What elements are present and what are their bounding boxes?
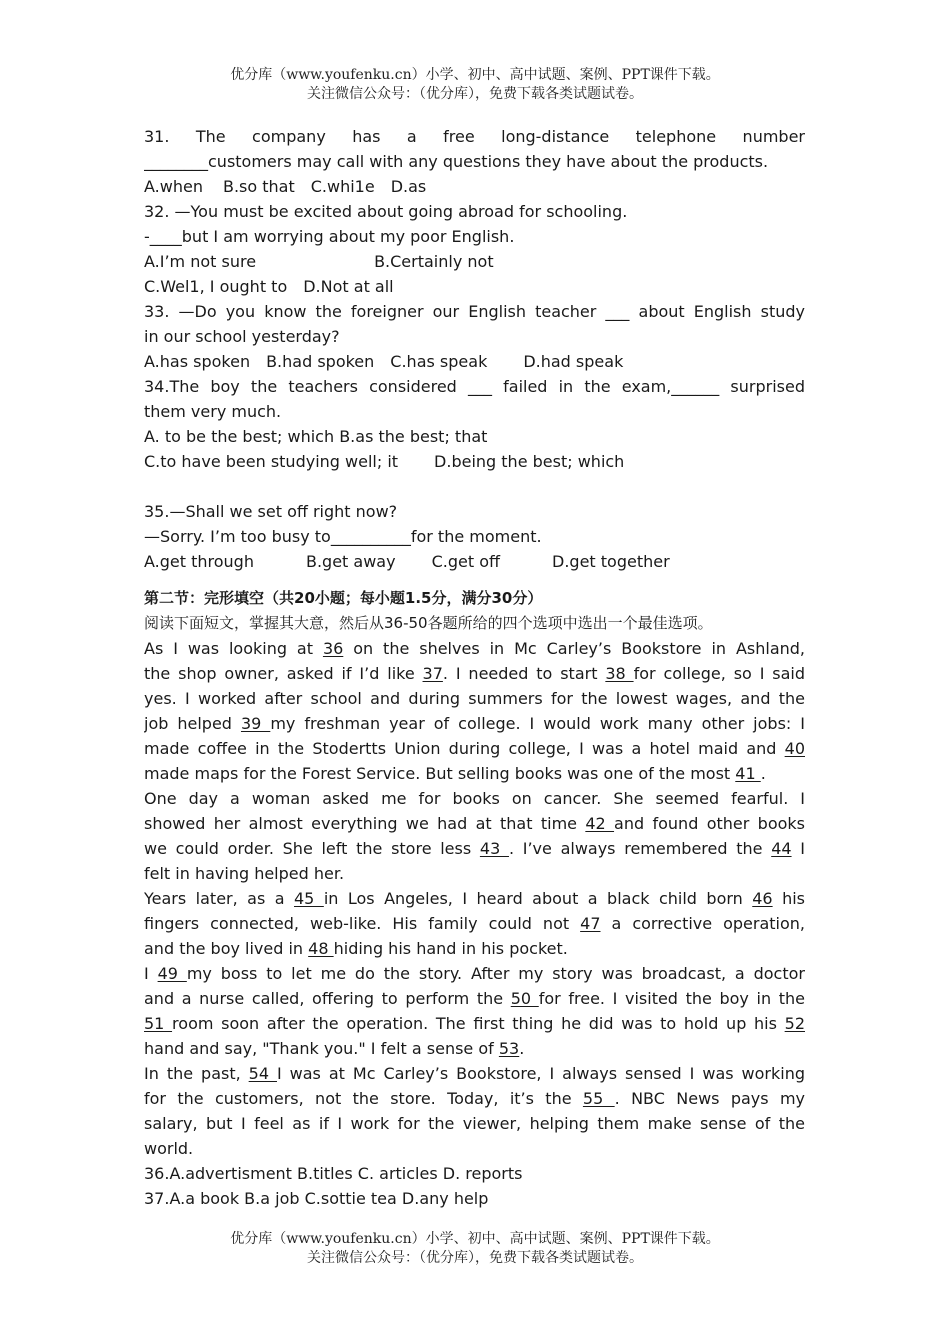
blank-46: 46 xyxy=(752,889,773,908)
passage-line: fingers connected, web-like. His family could not 47 a corrective operation, xyxy=(144,914,805,933)
passage-line: job helped 39 my freshman year of college. I would work many other jobs: I xyxy=(144,714,805,733)
option-b: B.so that xyxy=(222,177,295,196)
passage-line: As I was looking at 36 on the shelves in Mc Carley’s Bookstore in Ashland, xyxy=(144,639,805,658)
passage-line: 51 room soon after the operation. The first thing he did was to hold up his 52 xyxy=(144,1014,805,1033)
question-31-stem-cont: ________customers may call with any questions they have about the products. xyxy=(144,152,769,171)
option-d: D.Not at all xyxy=(303,277,394,296)
question-36-options: 36.A.advertisment B.titles C. articles D. reports xyxy=(144,1164,523,1183)
blank-44: 44 xyxy=(771,839,792,858)
blank-40: 40 xyxy=(784,739,805,758)
blank-47: 47 xyxy=(580,914,601,933)
question-32-options-2 xyxy=(144,274,805,299)
question-33-stem-cont: in our school yesterday? xyxy=(144,327,340,346)
blank-43: 43 xyxy=(479,839,509,858)
option-b: B.Certainly not xyxy=(374,252,494,271)
option-c: C.has speak xyxy=(390,352,488,371)
blank-37: 37 xyxy=(422,664,443,683)
document-body xyxy=(144,124,805,1211)
option-d: D.had speak xyxy=(523,352,624,371)
option-b: B.get away xyxy=(305,552,396,571)
blank-39: 39 xyxy=(240,714,271,733)
passage-line: we could order. She left the store less 43 . I’ve always remembered the 44 I xyxy=(144,839,805,858)
question-33-stem: 33. —Do you know the foreigner our English teacher ___ about English study xyxy=(144,302,805,321)
blank-49: 49 xyxy=(157,964,187,983)
option-c: C.get off xyxy=(431,552,501,571)
passage-line: salary, but I feel as if I work for the viewer, helping them make sense of the xyxy=(144,1114,805,1133)
option-a: A.when xyxy=(144,177,203,196)
footer-line-2: 关注微信公众号：（优分库），免费下载各类试题试卷。 xyxy=(307,1250,643,1266)
blank-48: 48 xyxy=(308,939,334,958)
blank-41: 41 xyxy=(735,764,761,783)
question-34-options-1: A. to be the best; which B.as the best; that xyxy=(144,427,488,446)
page-footer xyxy=(0,1230,950,1268)
blank-38: 38 xyxy=(605,664,634,683)
passage-line: felt in having helped her. xyxy=(144,864,345,883)
option-c: C.whi1e xyxy=(310,177,375,196)
question-31-stem: 31. The company has a free long-distance telephone number xyxy=(144,127,805,146)
section-2-intro: 阅读下面短文，掌握其大意，然后从36-50各题所给的四个选项中选出一个最佳选项。 xyxy=(144,614,713,632)
passage-line: and the boy lived in 48 hiding his hand in his pocket. xyxy=(144,939,568,958)
question-35-stem: 35.—Shall we set off right now? xyxy=(144,502,398,521)
option-a: A.I’m not sure xyxy=(144,252,257,271)
question-32-options-1 xyxy=(144,249,805,274)
passage-line: One day a woman asked me for books on cancer. She seemed fearful. I xyxy=(144,789,805,808)
blank-42: 42 xyxy=(585,814,615,833)
passage-line: the shop owner, asked if I’d like 37. I needed to start 38 for college, so I said xyxy=(144,664,805,683)
question-32-stem: 32. —You must be excited about going abroad for schooling. xyxy=(144,202,628,221)
passage-line: showed her almost everything we had at that time 42 and found other books xyxy=(144,814,805,833)
page-header xyxy=(0,66,950,104)
passage-line: yes. I worked after school and during summers for the lowest wages, and the xyxy=(144,689,805,708)
option-d: D.get together xyxy=(552,552,670,571)
passage-line: world. xyxy=(144,1139,194,1158)
passage-line: and a nurse called, offering to perform the 50 for free. I visited the boy in the xyxy=(144,989,805,1008)
option-b: B.had spoken xyxy=(266,352,375,371)
blank-54: 54 xyxy=(248,1064,277,1083)
passage-line: made maps for the Forest Service. But selling books was one of the most 41 . xyxy=(144,764,766,783)
question-33-options xyxy=(144,349,805,374)
blank-55: 55 xyxy=(582,1089,615,1108)
option-a: A.has spoken xyxy=(144,352,251,371)
blank-45: 45 xyxy=(294,889,324,908)
passage-line: In the past, 54 I was at Mc Carley’s Bookstore, I always sensed I was working xyxy=(144,1064,805,1083)
question-31-options xyxy=(144,174,805,199)
header-line-2: 关注微信公众号：（优分库），免费下载各类试题试卷。 xyxy=(307,86,643,102)
blank-52: 52 xyxy=(784,1014,805,1033)
blank-50: 50 xyxy=(510,989,539,1008)
passage-line: I 49 my boss to let me do the story. After my story was broadcast, a doctor xyxy=(144,964,805,983)
section-2-title: 第二节：完形填空（共20小题；每小题1.5分，满分30分） xyxy=(144,589,543,607)
option-d: D.being the best; which xyxy=(434,452,625,471)
option-c: C.to have been studying well; it xyxy=(144,452,399,471)
question-34-stem: 34.The boy the teachers considered ___ failed in the exam,______ surprised xyxy=(144,377,805,396)
question-34-stem-cont: them very much. xyxy=(144,402,282,421)
header-line-1: 优分库（www.youfenku.cn）小学、初中、高中试题、案例、PPT课件下载。 xyxy=(230,67,720,83)
option-d: D.as xyxy=(390,177,427,196)
question-34-options-2 xyxy=(144,449,805,474)
passage-line: Years later, as a 45 in Los Angeles, I heard about a black child born 46 his xyxy=(144,889,805,908)
blank-36: 36 xyxy=(322,639,344,658)
question-37-options: 37.A.a book B.a job C.sottie tea D.any help xyxy=(144,1189,489,1208)
question-32-stem-cont: -____but I am worrying about my poor English. xyxy=(144,227,515,246)
blank-53: 53 xyxy=(498,1039,520,1058)
question-35-options xyxy=(144,549,805,574)
passage-line: for the customers, not the store. Today, it’s the 55 . NBC News pays my xyxy=(144,1089,805,1108)
passage-line: hand and say, "Thank you." I felt a sense of 53. xyxy=(144,1039,525,1058)
option-c: C.Wel1, I ought to xyxy=(144,277,288,296)
passage-line: made coffee in the Stodertts Union during college, I was a hotel maid and 40 xyxy=(144,739,805,758)
footer-line-1: 优分库（www.youfenku.cn）小学、初中、高中试题、案例、PPT课件下载。 xyxy=(230,1231,720,1247)
blank-51: 51 xyxy=(144,1014,173,1033)
question-35-stem-cont: —Sorry. I’m too busy to__________for the moment. xyxy=(144,527,542,546)
option-a: A.get through xyxy=(144,552,254,571)
